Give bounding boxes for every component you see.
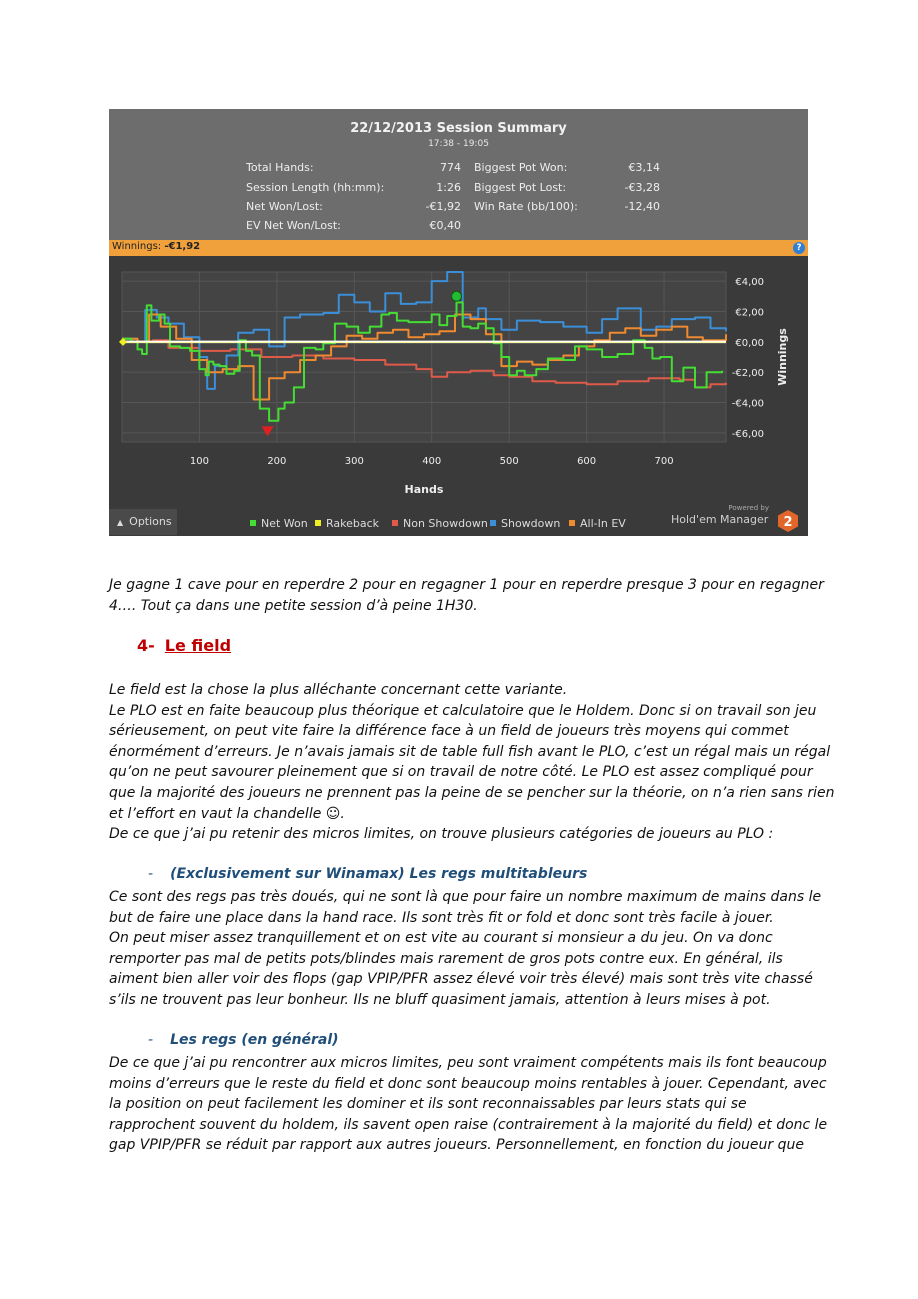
stat-value-ev-net-won: €0,40 — [429, 219, 461, 232]
winnings-bar — [109, 240, 808, 256]
stat-value-session-length: 1:26 — [436, 181, 461, 194]
text-line: gap VPIP/PFR se réduit par rapport aux autres joueurs. Personnellement, en fonction du joueur que — [109, 1137, 804, 1154]
text-line: On peut miser assez tranquillement et on est vite au courant si monsieur a du jeu. On va donc — [109, 930, 773, 947]
legend-item[interactable] — [250, 517, 308, 530]
bullet-winamax-regs — [148, 866, 588, 882]
stat-label-total-hands: Total Hands: — [246, 161, 314, 174]
text-line: De ce que j’ai pu rencontrer aux micros limites, peu sont vraiment compétents mais ils font beaucoup — [109, 1055, 827, 1071]
text-line: que la majorité des joueurs ne prennent pas la peine de se pencher sur la théorie, on n’a rien sans rien — [109, 784, 835, 801]
paragraph-intro — [109, 575, 824, 616]
x-tick-label: 100 — [189, 456, 209, 467]
x-tick-label: 600 — [577, 456, 597, 467]
paragraph-winamax-regs — [109, 887, 822, 1011]
winnings-label-wrap — [112, 241, 200, 252]
text-line: rapprochent souvent du holdem, ils savent open raise (contrairement à la majorité du field) et donc le — [109, 1116, 828, 1133]
legend-label: Non Showdown — [403, 517, 488, 530]
stat-label-biggest-pot-won: Biggest Pot Won: — [474, 161, 568, 174]
legend-label: Rakeback — [326, 517, 380, 530]
winnings-value: -€1,92 — [164, 241, 201, 252]
help-icon[interactable]: ? — [793, 242, 805, 254]
text-line: De ce que j’ai pu retenir des micros limites, on trouve plusieurs catégories de joueurs au PLO : — [109, 826, 774, 843]
paragraph-field — [109, 680, 835, 845]
stat-value-biggest-pot-lost: -€3,28 — [624, 181, 660, 194]
x-tick-label: 400 — [422, 456, 442, 467]
bullet-regs-general — [148, 1032, 339, 1048]
text-line: remporter pas mal de petits pots/blindes mais rarement de gros pots contre eux. En général, ils — [109, 950, 783, 967]
session-time: 17:38 - 19:05 — [428, 139, 489, 149]
options-button[interactable] — [109, 509, 177, 535]
chevron-up-icon: ▲ — [117, 518, 124, 527]
bullet-title: (Exclusivement sur Winamax) Les regs multitableurs — [170, 866, 588, 882]
text-line: Ce sont des regs pas très doués, qui ne sont là que pour faire un nombre maximum de mains dans le — [109, 889, 822, 905]
stat-label-win-rate: Win Rate (bb/100): — [474, 200, 578, 213]
y-tick-label: €0,00 — [735, 337, 764, 349]
stat-label-ev-net-won: EV Net Won/Lost: — [246, 219, 341, 232]
x-tick-label: 500 — [499, 456, 519, 467]
brand-name: Hold'em Manager — [671, 513, 769, 526]
text-line: énormément d’erreurs. Je n’avais jamais sit de table full fish avant le PLO, c’est un régal mais un régal — [109, 743, 831, 760]
paragraph-regs-general — [109, 1053, 828, 1156]
text-line: s’ils ne trouvent pas leur bonheur. Ils ne bluff quasiment jamais, attention à leurs mises à pot. — [109, 991, 771, 1008]
y-axis-label: Winnings — [776, 328, 789, 386]
legend-swatch — [392, 520, 398, 526]
legend-label: Net Won — [261, 517, 308, 530]
stat-label-biggest-pot-lost: Biggest Pot Lost: — [474, 181, 567, 194]
legend-item[interactable] — [490, 517, 560, 530]
bullet-dash: - — [148, 1032, 154, 1048]
winnings-label: Winnings: — [112, 241, 162, 252]
legend-swatch — [569, 520, 575, 526]
heading-title: Le field — [164, 636, 232, 655]
session-summary-panel — [109, 109, 808, 536]
legend-item[interactable] — [569, 517, 626, 530]
y-tick-label: €4,00 — [735, 277, 764, 289]
legend-item[interactable] — [392, 517, 488, 530]
heading-number: 4- — [137, 636, 155, 655]
max-marker — [452, 291, 462, 301]
options-label: Options — [129, 515, 172, 528]
text-line: Je gagne 1 cave pour en reperdre 2 pour en regagner 1 pour en reperdre presque 3 pour en regagner — [109, 577, 824, 593]
plot-area — [122, 272, 726, 442]
stat-label-session-length: Session Length (hh:mm): — [246, 181, 385, 194]
text-line: but de faire une place dans la hand race. Ils sont très fit or fold et donc sont très facile à jouer. — [109, 909, 774, 926]
stat-value-win-rate: -12,40 — [624, 200, 660, 213]
legend-label: All-In EV — [580, 517, 626, 530]
text-line: qu’on ne peut savourer pleinement que si on travail de notre côté. Le PLO est assez compliqué pour — [109, 764, 813, 781]
text-line: moins d’erreurs que le reste du field et donc sont beaucoup moins rentables à jouer. Cependant, avec — [109, 1075, 827, 1092]
y-tick-label: €2,00 — [735, 307, 764, 319]
powered-by: Powered by — [728, 504, 769, 512]
text-line: Le field est la chose la plus alléchante concernant cette variante. — [109, 682, 568, 698]
legend-swatch — [315, 520, 321, 526]
y-tick-label: -€2,00 — [731, 368, 764, 380]
section-heading — [137, 636, 231, 655]
hm2-logo-icon — [778, 510, 798, 532]
stat-value-biggest-pot-won: €3,14 — [628, 161, 660, 174]
text-line: Le PLO est en faite beaucoup plus théorique et calculatoire que le Holdem. Donc si on travail son jeu — [109, 702, 817, 719]
stat-value-net-won: -€1,92 — [425, 200, 461, 213]
bullet-dash: - — [148, 866, 154, 882]
legend-swatch — [490, 520, 496, 526]
stat-value-total-hands: 774 — [440, 161, 461, 174]
x-axis-label: Hands — [404, 483, 444, 496]
session-title: 22/12/2013 Session Summary — [350, 121, 567, 136]
chart-footer — [109, 504, 808, 536]
y-tick-label: -€4,00 — [731, 398, 764, 410]
x-tick-label: 700 — [654, 456, 674, 467]
bullet-title: Les regs (en général) — [170, 1032, 339, 1048]
logo-number: 2 — [783, 515, 793, 530]
legend-item[interactable] — [315, 517, 379, 530]
y-tick-label: -€6,00 — [731, 428, 764, 440]
text-line: 4…. Tout ça dans une petite session d’à peine 1H30. — [109, 597, 478, 614]
winnings-chart — [109, 256, 808, 509]
stat-label-net-won: Net Won/Lost: — [246, 200, 323, 213]
text-line: sérieusement, on peut vite faire la différence face à un field de joueurs très moyens qui commet — [109, 723, 789, 740]
x-tick-label: 200 — [267, 456, 287, 467]
legend-swatch — [250, 520, 256, 526]
x-tick-label: 300 — [344, 456, 364, 467]
legend-label: Showdown — [501, 517, 561, 530]
text-line: la position on peut facilement les dominer et ils sont reconnaissables par leurs stats qui se — [109, 1096, 747, 1113]
text-line: aiment bien aller voir des flops (gap VPIP/PFR assez élevé voir très élevé) mais sont très vite chassé — [109, 971, 813, 988]
text-line: et l’effort en vaut la chandelle ☺. — [109, 805, 345, 822]
summary-header — [109, 109, 808, 240]
